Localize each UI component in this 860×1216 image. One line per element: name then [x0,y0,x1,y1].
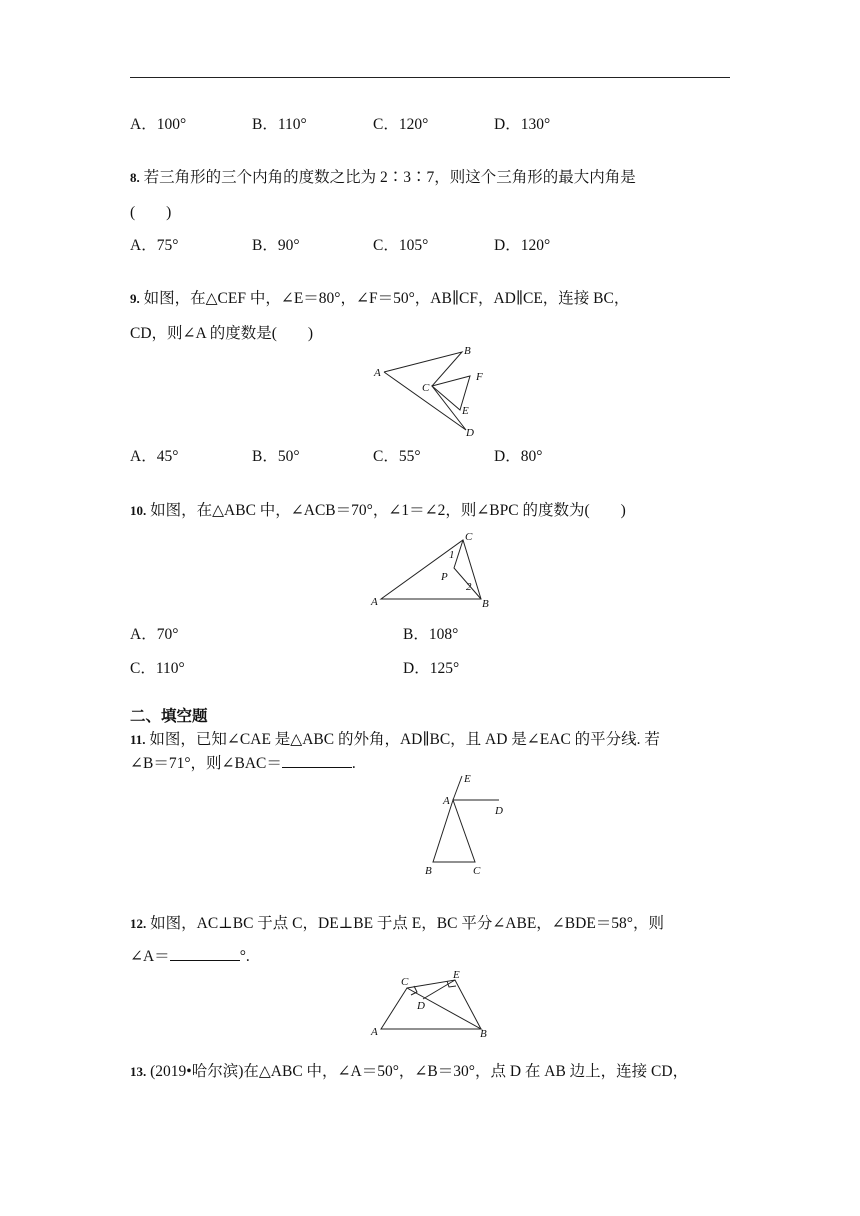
q7-option-b: B．110° [252,116,307,133]
q10-option-a: A．70° [130,626,179,643]
q12-number: 12. [130,916,147,931]
q9-text: 如图，在△CEF 中，∠E＝80°，∠F＝50°，AB∥CF，AD∥CE，连接 BC， [139,290,630,307]
q9-option-a: A．45° [130,448,179,465]
q9-label-b: B [464,345,471,357]
q9-option-c: C．55° [373,448,421,465]
q11-triangle-abc [433,800,475,862]
q10-number: 10. [130,503,147,518]
q9-label-e: E [462,405,469,417]
q11-label-b: B [425,865,432,877]
q10-option-c: C．110° [130,660,185,677]
q11-line-ae [453,776,462,800]
q10-label-1: 1 [449,549,455,561]
q7-option-d: D．130° [494,116,551,133]
q11-text2b: . [351,755,356,772]
q11-label-c: C [473,865,481,877]
q9-label-f: F [476,371,483,383]
section-title: 二、填空题 [130,707,208,725]
q10-label-a: A [371,596,378,608]
q9-number: 9. [130,291,140,306]
q10-label-c: C [465,531,473,543]
q12-stem-line2 [130,944,250,966]
q9-stem [130,286,629,308]
q12-answer-blank [170,948,240,961]
q12-label-c: C [401,976,409,988]
q12-figure [365,965,495,1043]
q11-stem-line2 [130,751,356,773]
q9-label-a: A [374,367,381,379]
q10-stem [130,498,626,520]
q12-label-d: D [417,1000,425,1012]
q12-text: 如图，AC⊥BC 于点 C，DE⊥BE 于点 E，BC 平分∠ABE，∠BDE＝58°，则 [146,915,664,932]
q8-number: 8. [130,170,140,185]
q10-label-b: B [482,598,489,610]
q12-text2a: ∠A＝ [130,948,170,965]
q11-text2a: ∠B＝71°，则∠BAC＝ [130,755,282,772]
q8-option-d: D．120° [494,237,551,254]
q11-label-a: A [443,795,450,807]
q13-text: (2019•哈尔滨)在△ABC 中，∠A＝50°，∠B＝30°，点 D 在 AB 边上，连接 CD， [146,1063,689,1080]
q10-label-2: 2 [466,581,472,593]
q9-option-b: B．50° [252,448,300,465]
q8-stem [130,165,636,187]
q11-label-e: E [464,773,471,785]
q7-option-a: A．100° [130,116,187,133]
q10-figure [365,528,505,610]
q10-option-b: B．108° [403,626,459,643]
q8-paren: ( ) [130,204,172,221]
q11-label-d: D [495,805,503,817]
q7-option-c: C．120° [373,116,429,133]
q8-option-b: B．90° [252,237,300,254]
q12-label-a: A [371,1026,378,1038]
q10-option-d: D．125° [403,660,460,677]
q10-label-p: P [441,571,448,583]
q8-option-c: C．105° [373,237,429,254]
q9-figure [360,340,500,440]
q12-label-e: E [453,969,460,981]
q9-option-d: D．80° [494,448,543,465]
q8-text: 若三角形的三个内角的度数之比为 2∶3∶7，则这个三角形的最大内角是 [139,169,636,186]
q11-stem [130,727,660,749]
q10-text: 如图，在△ABC 中，∠ACB＝70°，∠1＝∠2，则∠BPC 的度数为( ) [146,502,626,519]
q11-number: 11. [130,732,146,747]
q9-label-d: D [466,427,474,439]
q11-answer-blank [282,755,352,768]
q11-text: 如图，已知∠CAE 是△ABC 的外角，AD∥BC，且 AD 是∠EAC 的平分线. 若 [145,731,660,748]
q11-figure [415,770,525,882]
header-rule [130,77,730,78]
q12-stem [130,911,664,933]
q13-stem [130,1059,688,1081]
q13-number: 13. [130,1064,147,1079]
q9-stem-line2: CD，则∠A 的度数是( ) [130,325,314,342]
q12-text2b: °. [239,948,250,965]
q12-label-b: B [480,1028,487,1040]
q9-label-c: C [422,382,430,394]
q8-option-a: A．75° [130,237,179,254]
